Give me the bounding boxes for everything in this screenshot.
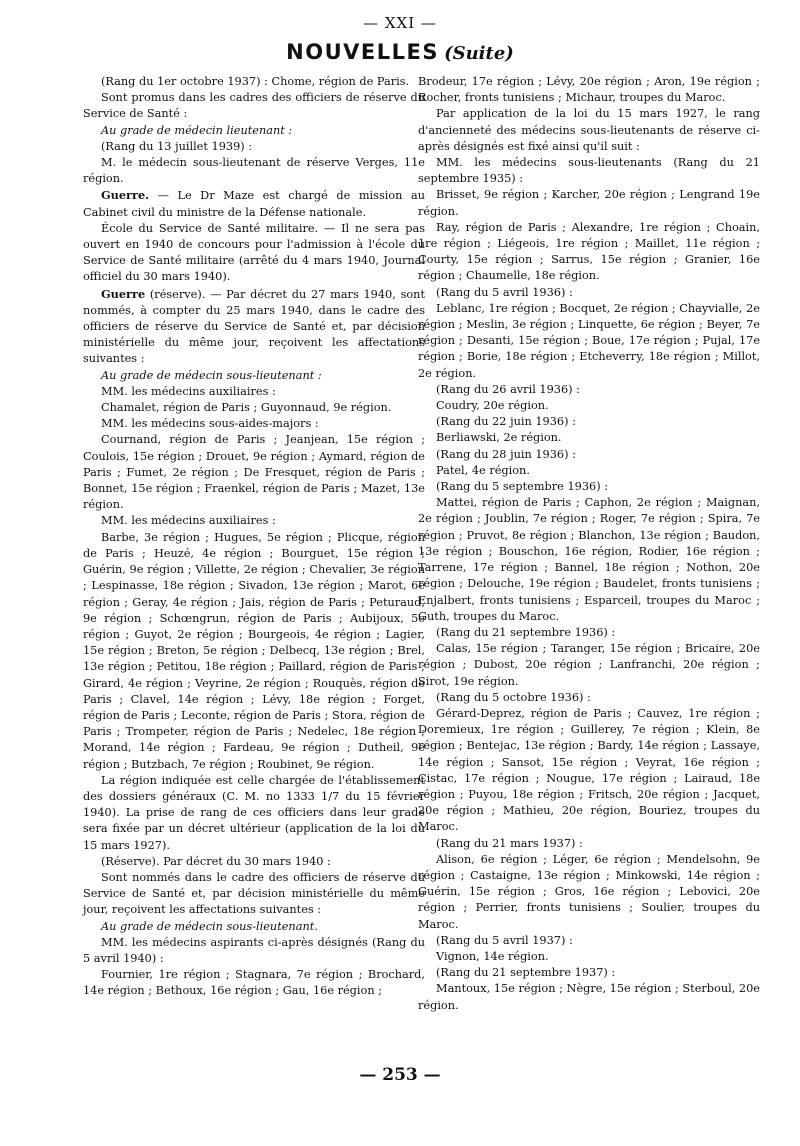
paragraph: La région indiquée est celle chargée de l'établissement des dossiers généraux (C. M. no 1333 1/7 du 15 février 1940). La prise de rang de ces officiers dans leur grade sera fixée par un décret ultérieur (application de la loi du 15 mars 1927). [83,773,425,852]
paragraph: (Rang du 5 octobre 1936) : [436,690,591,704]
paragraph: Sont promus dans les cadres des officiers de réserve du Service de Santé : [83,91,425,121]
paragraph: (Rang du 28 juin 1936) : [436,447,576,461]
right-column [418,74,760,1014]
paragraph: École du Service de Santé militaire. — Il ne sera pas ouvert en 1940 de concours pour l'admission à l'école du Service de Santé militaire (arrêté du 4 mars 1940, Journal officiel du 30 mars 1940). [83,221,425,284]
section-title [0,40,800,64]
paragraph: Brisset, 9e région ; Karcher, 20e région ; Lengrand 19e région. [418,188,760,218]
paragraph: Ray, région de Paris ; Alexandre, 1re région ; Choain, 1re région ; Liégeois, 1re région ; Maillet, 11e région ; Courty, 15e région ; Sarrus, 15e région ; Granier, 16e région ; Chaumelle, 18e région. [418,220,760,283]
page-number: — 253 — [359,1065,441,1085]
paragraph: Au grade de médecin sous-lieutenant : [101,368,322,382]
paragraph: (Rang du 5 avril 1936) : [436,285,573,299]
paragraph: (Rang du 21 septembre 1937) : [436,966,616,980]
paragraph: (Rang du 13 juillet 1939) : [101,139,253,153]
paragraph: (Rang du 5 septembre 1936) : [436,480,608,494]
paragraph: MM. les médecins auxiliaires : [101,514,276,528]
paragraph: Au grade de médecin lieutenant : [101,123,293,137]
paragraph: Mattei, région de Paris ; Caphon, 2e région ; Maignan, 2e région ; Joublin, 7e région ; Roger, 7e région ; Spira, 7e région ; Pruvot, 8e région ; Blanchon, 13e région ; Baudon, 13e région ; Bouschon, 16e région, Rodier, 16e région ; Tarrene, 17e région ; Bannel, 18e région ; Nothon, 20e région ; Delouche, 19e région ; Baudelet, fronts tunisiens ; Enjalbert, fronts tunisiens ; Esparceil, troupes du Maroc ; Guth, troupes du Maroc. [418,496,760,623]
paragraph: Par application de la loi du 15 mars 1927, le rang d'ancienneté des médecins sous-lieutenants de réserve ci-après désignés est fixé ainsi qu'il suit : [418,107,760,153]
paragraph: Sont nommés dans le cadre des officiers de réserve du Service de Santé et, par décision ministérielle du même jour, reçoivent les affectations suivantes : [83,870,425,917]
paragraph: Barbe, 3e région ; Hugues, 5e région ; Plicque, région de Paris ; Heuzé, 4e région ; Bourguet, 15e région ; Guérin, 9e région ; Villette, 2e région ; Chevalier, 3e région ; Lespinasse, 18e région ; Sivadon, 13e région ; Marot, 6e région ; Geray, 4e région ; Jais, région de Paris ; Peturaud, 9e région ; Schœngrun, région de Paris ; Aubijoux, 5e région ; Guyot, 2e région ; Bourgeois, 4e région ; Lagier, 15e région ; Breton, 5e région ; Delbecq, 13e région ; Brel, 13e région ; Petitou, 18e région ; Paillard, région de Paris ; Girard, 4e région ; Veyrine, 2e région ; Rouquès, région de Paris ; Clavel, 14e région ; Lévy, 18e région ; Forget, région de Paris ; Leconte, région de Paris ; Stora, région de Paris ; Trompeter, région de Paris ; Nedelec, 18e région ; Morand, 14e région ; Fardeau, 9e région ; Dutheil, 9e région ; Butzbach, 7e région ; Roubinet, 9e région. [83,530,425,771]
paragraph: (Réserve). Par décret du 30 mars 1940 : [101,854,331,868]
paragraph: Chamalet, région de Paris ; Guyonnaud, 9e région. [101,401,392,415]
paragraph: Cournand, région de Paris ; Jeanjean, 15e région ; Coulois, 15e région ; Drouet, 9e région ; Aymard, région de Paris ; Fumet, 2e région ; De Fresquet, région de Paris ; Bonnet, 15e région ; Fraenkel, région de Paris ; Mazet, 13e région. [83,433,425,512]
left-column [83,74,425,1000]
paragraph: Fournier, 1re région ; Stagnara, 7e région ; Brochard, 14e région ; Bethoux, 16e région ; Gau, 16e région ; [83,968,425,998]
paragraph: MM. les médecins auxiliaires : [101,384,276,398]
paragraph: Guerre (réserve). — Par décret du 27 mars 1940, sont nommés, à compter du 25 mars 1940, dans le cadre des officiers de réserve du Service de Santé et, par décision ministérielle du même jour, reçoivent les affectations suivantes : [83,286,425,366]
paragraph: Coudry, 20e région. [436,399,549,413]
paragraph: (Rang du 21 mars 1937) : [436,836,583,850]
title-sub: (Suite) [444,43,514,64]
paragraph: MM. les médecins aspirants ci-après désignés (Rang du 5 avril 1940) : [83,935,425,965]
paragraph: Calas, 15e région ; Taranger, 15e région ; Bricaire, 20e région ; Dubost, 20e région ; Lanfranchi, 20e région ; Sirot, 19e région. [418,642,760,688]
paragraph: MM. les médecins sous-aides-majors : [101,417,319,431]
paragraph: MM. les médecins sous-lieutenants (Rang du 21 septembre 1935) : [418,156,760,186]
paragraph: (Rang du 5 avril 1937) : [436,933,573,947]
paragraph: Patel, 4e région. [436,463,530,477]
title-main: NOUVELLES [286,40,439,64]
paragraph: Leblanc, 1re région ; Bocquet, 2e région ; Chayvialle, 2e région ; Meslin, 3e région ; Linquette, 6e région ; Beyer, 7e région ; Desanti, 15e région ; Boue, 17e région ; Pujal, 17e région ; Borie, 18e région ; Etcheverry, 18e région ; Millot, 2e région. [418,301,760,380]
paragraph: Au grade de médecin sous-lieutenant. [101,919,318,933]
paragraph: Brodeur, 17e région ; Lévy, 20e région ; Aron, 19e région ; Rocher, fronts tunisiens ; Michaur, troupes du Maroc. [418,75,760,105]
paragraph: Alison, 6e région ; Léger, 6e région ; Mendelsohn, 9e région ; Castaigne, 13e région ; Minkowski, 14e région ; Guérin, 15e région ; Gros, 16e région ; Lebovici, 20e région ; Perrier, fronts tunisiens ; Soulier, troupes du Maroc. [418,852,760,931]
paragraph: Guerre. — Le Dr Maze est chargé de mission au Cabinet civil du ministre de la Défense nationale. [83,188,425,219]
paragraph: Berliawski, 2e région. [436,431,562,445]
paragraph: Vignon, 14e région. [436,949,549,963]
paragraph: (Rang du 26 avril 1936) : [436,382,580,396]
paragraph: M. le médecin sous-lieutenant de réserve Verges, 11e région. [83,156,425,186]
paragraph: Gérard-Deprez, région de Paris ; Cauvez, 1re région ; Doremieux, 1re région ; Guillerey, 7e région ; Klein, 8e région ; Bentejac, 13e région ; Bardy, 14e région ; Lassaye, 14e région ; Sansot, 15e région ; Veyrat, 16e région ; Cistac, 17e région ; Nougue, 17e région ; Lairaud, 18e région ; Puyou, 18e région ; Fritsch, 20e région ; Jacquet, 20e région ; Mathieu, 20e région, Bouriez, troupes du Maroc. [418,706,760,834]
paragraph: (Rang du 22 juin 1936) : [436,415,576,429]
running-header: — XXI — [363,14,437,32]
paragraph: (Rang du 21 septembre 1936) : [436,625,616,639]
paragraph: (Rang du 1er octobre 1937) : Chome, région de Paris. [101,75,410,88]
paragraph: Mantoux, 15e région ; Nègre, 15e région ; Sterboul, 20e région. [418,982,760,1012]
